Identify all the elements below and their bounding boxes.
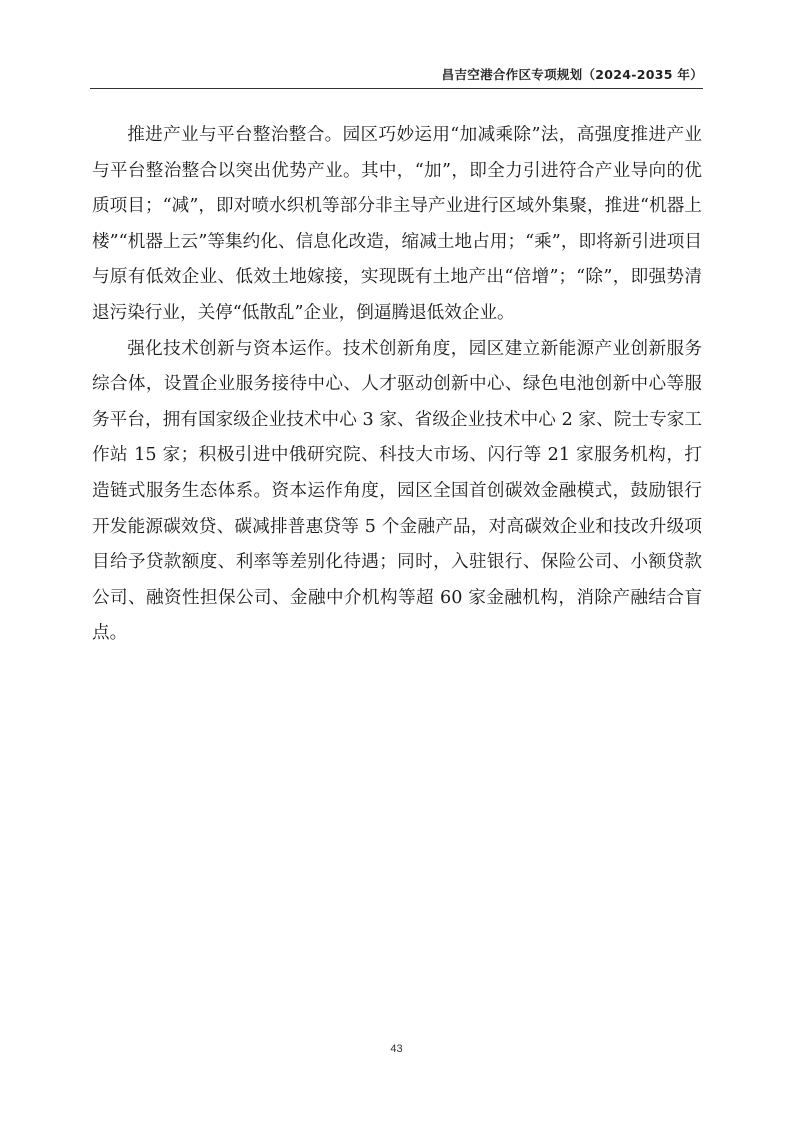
paragraph-tech-and-capital: 强化技术创新与资本运作。技术创新角度，园区建立新能源产业创新服务综合体，设置企业服务接待中心、人才驱动创新中心、绿色电池创新中心等服务平台，拥有国家级企业技术中心 3 家、省级企业技术中心 2 家、院士专家工作站 15 家；积极引进中俄研究院、科技大市场、闪行等 21 家服务机构，打造链式服务生态体系。资本运作角度，园区全国首创碳效金融模式，鼓励银行开发能源碳效贷、碳减排普惠贷等 5 个金融产品，对高碳效企业和技改升级项目给予贷款额度、利率等差别化待遇；同时，入驻银行、保险公司、小额贷款公司、融资性担保公司、金融中介机构等超 60 家金融机构，消除产融结合盲点。	[92, 338, 702, 644]
body-text	[92, 118, 702, 652]
page-number: 43	[390, 1043, 403, 1055]
paragraph-industry-integration: 推进产业与平台整治整合。园区巧妙运用“加减乘除”法，高强度推进产业与平台整治整合以突出优势产业。其中，“加”，即全力引进符合产业导向的优质项目；“减”，即对喷水织机等部分非主导产业进行区域外集聚，推进“机器上楼”“机器上云”等集约化、信息化改造，缩减土地占用；“乘”，即将新引进项目与原有低效企业、低效土地嫁接，实现既有土地产出“倍增”；“除”，即强势清退污染行业，关停“低散乱”企业，倒逼腾退低效企业。	[92, 125, 702, 323]
running-header-title: 昌吉空港合作区专项规划（2024-2035 年）	[441, 67, 703, 82]
header-divider	[90, 88, 703, 89]
